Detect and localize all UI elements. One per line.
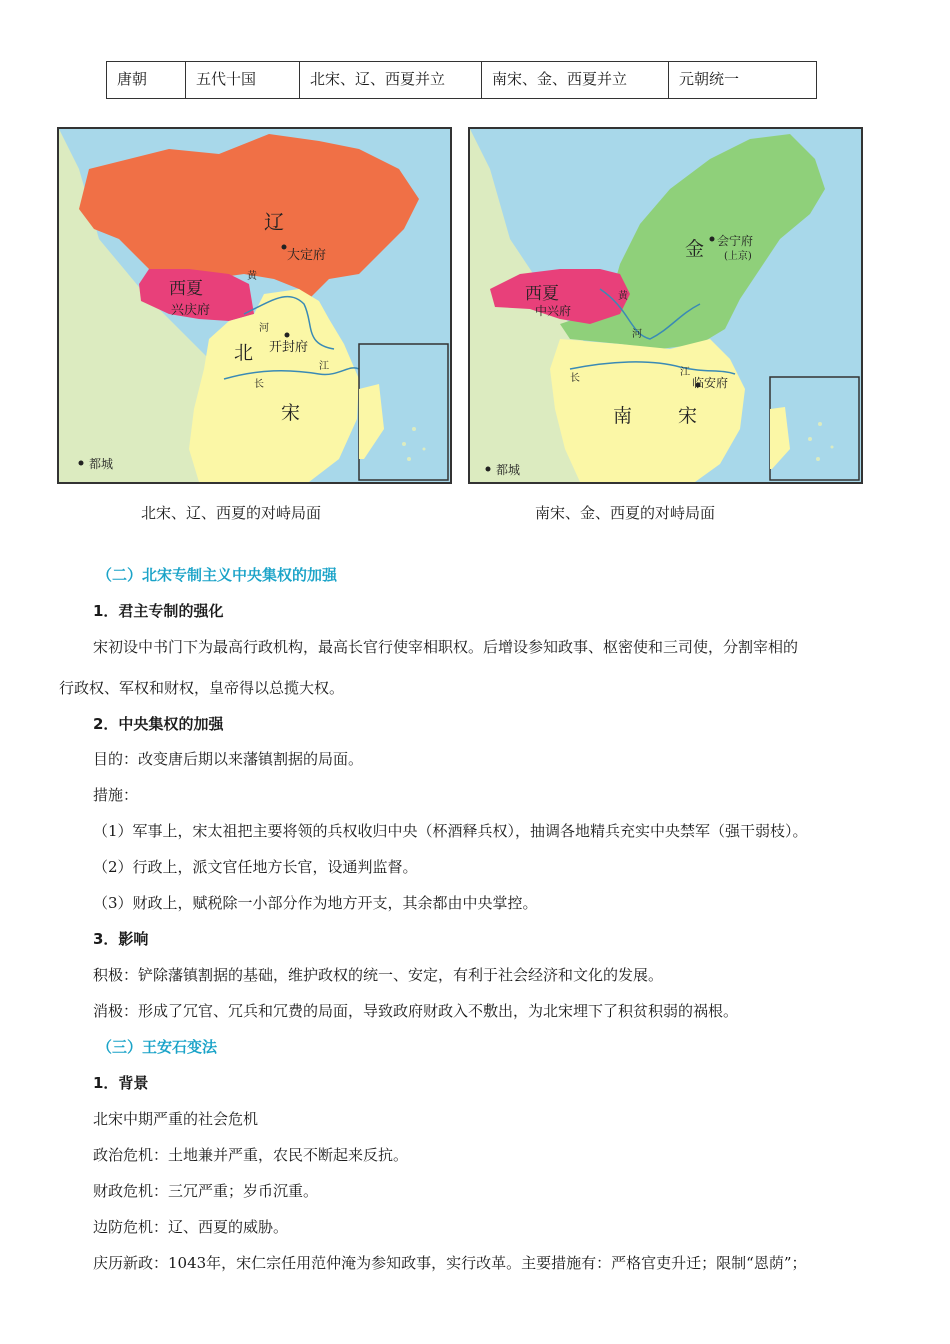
paragraph: 政治危机：土地兼并严重，农民不断起来反抗。 (93, 1146, 409, 1164)
table-cell: 南宋、金、西夏并立 (482, 62, 669, 99)
map-label-jiang2: 江 (680, 367, 690, 378)
paragraph: 财政危机：三冗严重；岁币沉重。 (93, 1182, 319, 1200)
map-label-huining: 会宁府 (717, 234, 754, 248)
table-cell: 元朝统一 (669, 62, 817, 99)
map-label-he2: 河 (632, 329, 642, 340)
paragraph: 消极：形成了冗官、冗兵和冗费的局面，导致政府财政入不敷出，为北宋埋下了积贫积弱的祸根。 (93, 1002, 739, 1020)
table-row (107, 62, 817, 99)
map-label-kaifeng: 开封府 (269, 340, 309, 355)
map-label-xixia2: 西夏 (525, 284, 559, 304)
map-northern-song (57, 127, 452, 484)
map2-caption: 南宋、金、西夏的对峙局面 (535, 504, 716, 522)
map-label-song2: 宋 (678, 405, 698, 427)
map-label-huang: 黄 (247, 271, 257, 282)
subsection-heading: 1．背景 (93, 1074, 149, 1092)
list-item: （3）财政上，赋税除一小部分作为地方开支，其余都由中央掌控。 (93, 894, 538, 912)
table-cell: 五代十国 (186, 62, 300, 99)
map-label-xixia: 西夏 (169, 279, 203, 299)
paragraph: 目的：改变唐后期以来藩镇割据的局面。 (93, 750, 364, 768)
table-cell: 唐朝 (107, 62, 186, 99)
list-item: （1）军事上，宋太祖把主要将领的兵权收归中央（杯酒释兵权），抽调各地精兵充实中央禁军（强干弱枝）。 (93, 822, 808, 840)
map1-caption: 北宋、辽、西夏的对峙局面 (141, 504, 322, 522)
paragraph: 措施： (93, 786, 139, 804)
map-label-linan: 临安府 (692, 376, 729, 390)
map-label-liao: 辽 (264, 210, 284, 234)
map-label-dading: 大定府 (287, 248, 327, 263)
map-legend-capital2: 都城 (496, 463, 521, 477)
paragraph: 行政权、军权和财权，皇帝得以总揽大权。 (59, 679, 345, 697)
map-label-bei: 北 (234, 342, 254, 364)
paragraph: 积极：铲除藩镇割据的基础，维护政权的统一、安定，有利于社会经济和文化的发展。 (93, 966, 664, 984)
map-label-jin: 金 (685, 238, 705, 260)
map-southern-song (468, 127, 863, 484)
dynasty-table (106, 61, 817, 99)
subsection-heading: 1．君主专制的强化 (93, 602, 224, 620)
section-heading: （三）王安石变法 (97, 1038, 218, 1056)
paragraph: 北宋中期严重的社会危机 (93, 1110, 259, 1128)
map-legend-capital: 都城 (89, 457, 114, 471)
map-label-shangjing: (上京) (724, 251, 752, 262)
map-label-chang2: 长 (570, 373, 580, 384)
map-label-nan: 南 (613, 405, 633, 427)
map-label-chang: 长 (254, 379, 264, 390)
paragraph: 边防危机：辽、西夏的威胁。 (93, 1218, 289, 1236)
table-cell: 北宋、辽、西夏并立 (300, 62, 482, 99)
paragraph: 庆历新政：1043年，宋仁宗任用范仲淹为参知政事，实行改革。主要措施有：严格官吏升迁；限制“恩荫”； (93, 1254, 807, 1272)
map-label-jiang: 江 (319, 361, 329, 372)
list-item: （2）行政上，派文官任地方长官，设通判监督。 (93, 858, 418, 876)
subsection-heading: 2．中央集权的加强 (93, 715, 224, 733)
map-label-xingqing: 兴庆府 (171, 303, 211, 318)
map-label-zhongxing: 中兴府 (535, 304, 572, 318)
section-heading: （二）北宋专制主义中央集权的加强 (97, 566, 338, 584)
paragraph: 宋初设中书门下为最高行政机构，最高长官行使宰相职权。后增设参知政事、枢密使和三司使，分割宰相的 (93, 638, 799, 656)
subsection-heading: 3．影响 (93, 930, 149, 948)
map-label-he: 河 (259, 323, 269, 334)
map-label-huang2: 黄 (618, 291, 628, 302)
map-label-song: 宋 (281, 402, 301, 424)
